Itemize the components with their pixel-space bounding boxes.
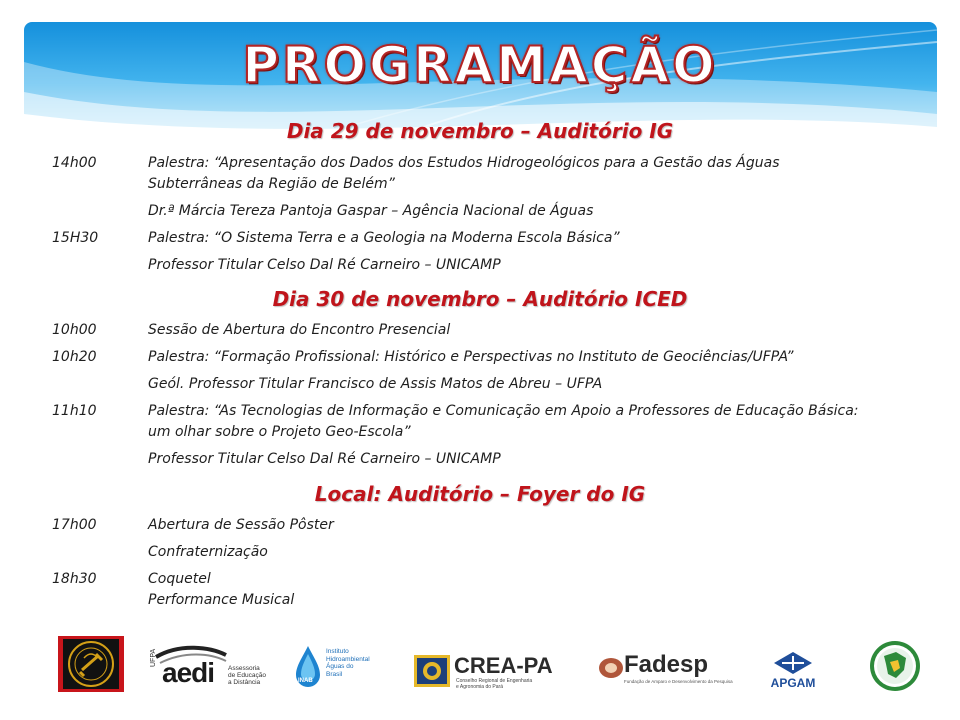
crea-pa-logo bbox=[414, 655, 574, 689]
local-title: Local: Auditório – Foyer do IG bbox=[314, 482, 646, 506]
page-title: PROGRAMAÇÃO bbox=[242, 36, 718, 94]
row-line: um olhar sobre o Projeto Geo-Escola” bbox=[148, 424, 411, 440]
row-description bbox=[148, 255, 918, 276]
row-time: 15H30 bbox=[52, 230, 99, 246]
row-description bbox=[148, 320, 918, 341]
fadesp-name: Fadesp bbox=[624, 651, 709, 678]
row-description bbox=[148, 569, 918, 611]
brazil-map-seal-icon bbox=[866, 640, 924, 692]
inab-tag: INAB bbox=[298, 678, 313, 684]
fadesp-logo bbox=[598, 651, 734, 688]
day-1-title: Dia 29 de novembro – Auditório IG bbox=[286, 119, 674, 143]
row-description bbox=[148, 228, 918, 249]
row-line: Professor Titular Celso Dal Ré Carneiro – UNICAMP bbox=[148, 451, 501, 467]
row-description bbox=[148, 449, 918, 470]
apgam-icon bbox=[762, 650, 824, 676]
crea-subtitle: Conselho Regional de Engenharia e Agronomia do Pará bbox=[456, 678, 533, 690]
row-description bbox=[148, 374, 918, 395]
row-time: 11h10 bbox=[52, 403, 97, 419]
row-time: 14h00 bbox=[52, 155, 97, 171]
row-line: Sessão de Abertura do Encontro Presencial bbox=[148, 322, 451, 338]
row-line: Palestra: “Apresentação dos Dados dos Estudos Hidrogeológicos para a Gestão das Águas bbox=[148, 155, 780, 171]
aedi-name: aedi bbox=[162, 657, 215, 688]
row-line: Abertura de Sessão Pôster bbox=[148, 517, 334, 533]
row-line: Geól. Professor Titular Francisco de Assis Matos de Abreu – UFPA bbox=[148, 376, 603, 392]
fadesp-subtitle: Fundação de Amparo e Desenvolvimento da Pesquisa bbox=[624, 679, 733, 684]
fadesp-icon bbox=[598, 656, 624, 680]
row-time: 10h00 bbox=[52, 322, 97, 338]
row-description bbox=[148, 401, 918, 443]
row-description bbox=[148, 347, 918, 368]
aedi-tag: UFPA bbox=[150, 648, 157, 667]
day-2-title: Dia 30 de novembro – Auditório ICED bbox=[272, 287, 688, 311]
crea-name: CREA-PA bbox=[454, 653, 553, 678]
row-description bbox=[148, 201, 918, 222]
crea-seal-icon bbox=[414, 655, 450, 687]
row-description bbox=[148, 515, 918, 536]
row-line: Confraternização bbox=[148, 544, 268, 560]
row-line: Dr.ª Márcia Tereza Pantoja Gaspar – Agência Nacional de Águas bbox=[148, 203, 594, 219]
row-time: 10h20 bbox=[52, 349, 97, 365]
row-description bbox=[148, 542, 918, 563]
row-description bbox=[148, 153, 918, 195]
row-line: Professor Titular Celso Dal Ré Carneiro – UNICAMP bbox=[148, 257, 501, 273]
instituto-hidroambiental-logo bbox=[292, 644, 372, 690]
row-line: Subterrâneas da Região de Belém” bbox=[148, 176, 395, 192]
row-time: 17h00 bbox=[52, 517, 97, 533]
row-line: Palestra: “O Sistema Terra e a Geologia na Moderna Escola Básica” bbox=[148, 230, 620, 246]
row-line: Palestra: “As Tecnologias de Informação e Comunicação em Apoio a Professores de Educação Básica: bbox=[148, 403, 859, 419]
apgam-logo bbox=[762, 650, 824, 692]
row-time: 18h30 bbox=[52, 571, 97, 587]
inab-subtitle: Instituto Hidroambiental Águas do Brasil bbox=[326, 648, 370, 678]
hammer-emblem-icon bbox=[58, 636, 124, 692]
apgam-name: APGAM bbox=[770, 676, 816, 690]
row-line: Coquetel bbox=[148, 571, 211, 587]
aedi-logo bbox=[150, 643, 270, 691]
row-line: Performance Musical bbox=[148, 592, 295, 608]
aedi-subtitle: Assessoria de Educação a Distância bbox=[228, 665, 266, 686]
row-line: Palestra: “Formação Profissional: Histórico e Perspectivas no Instituto de Geociências/UFPA” bbox=[148, 349, 794, 365]
